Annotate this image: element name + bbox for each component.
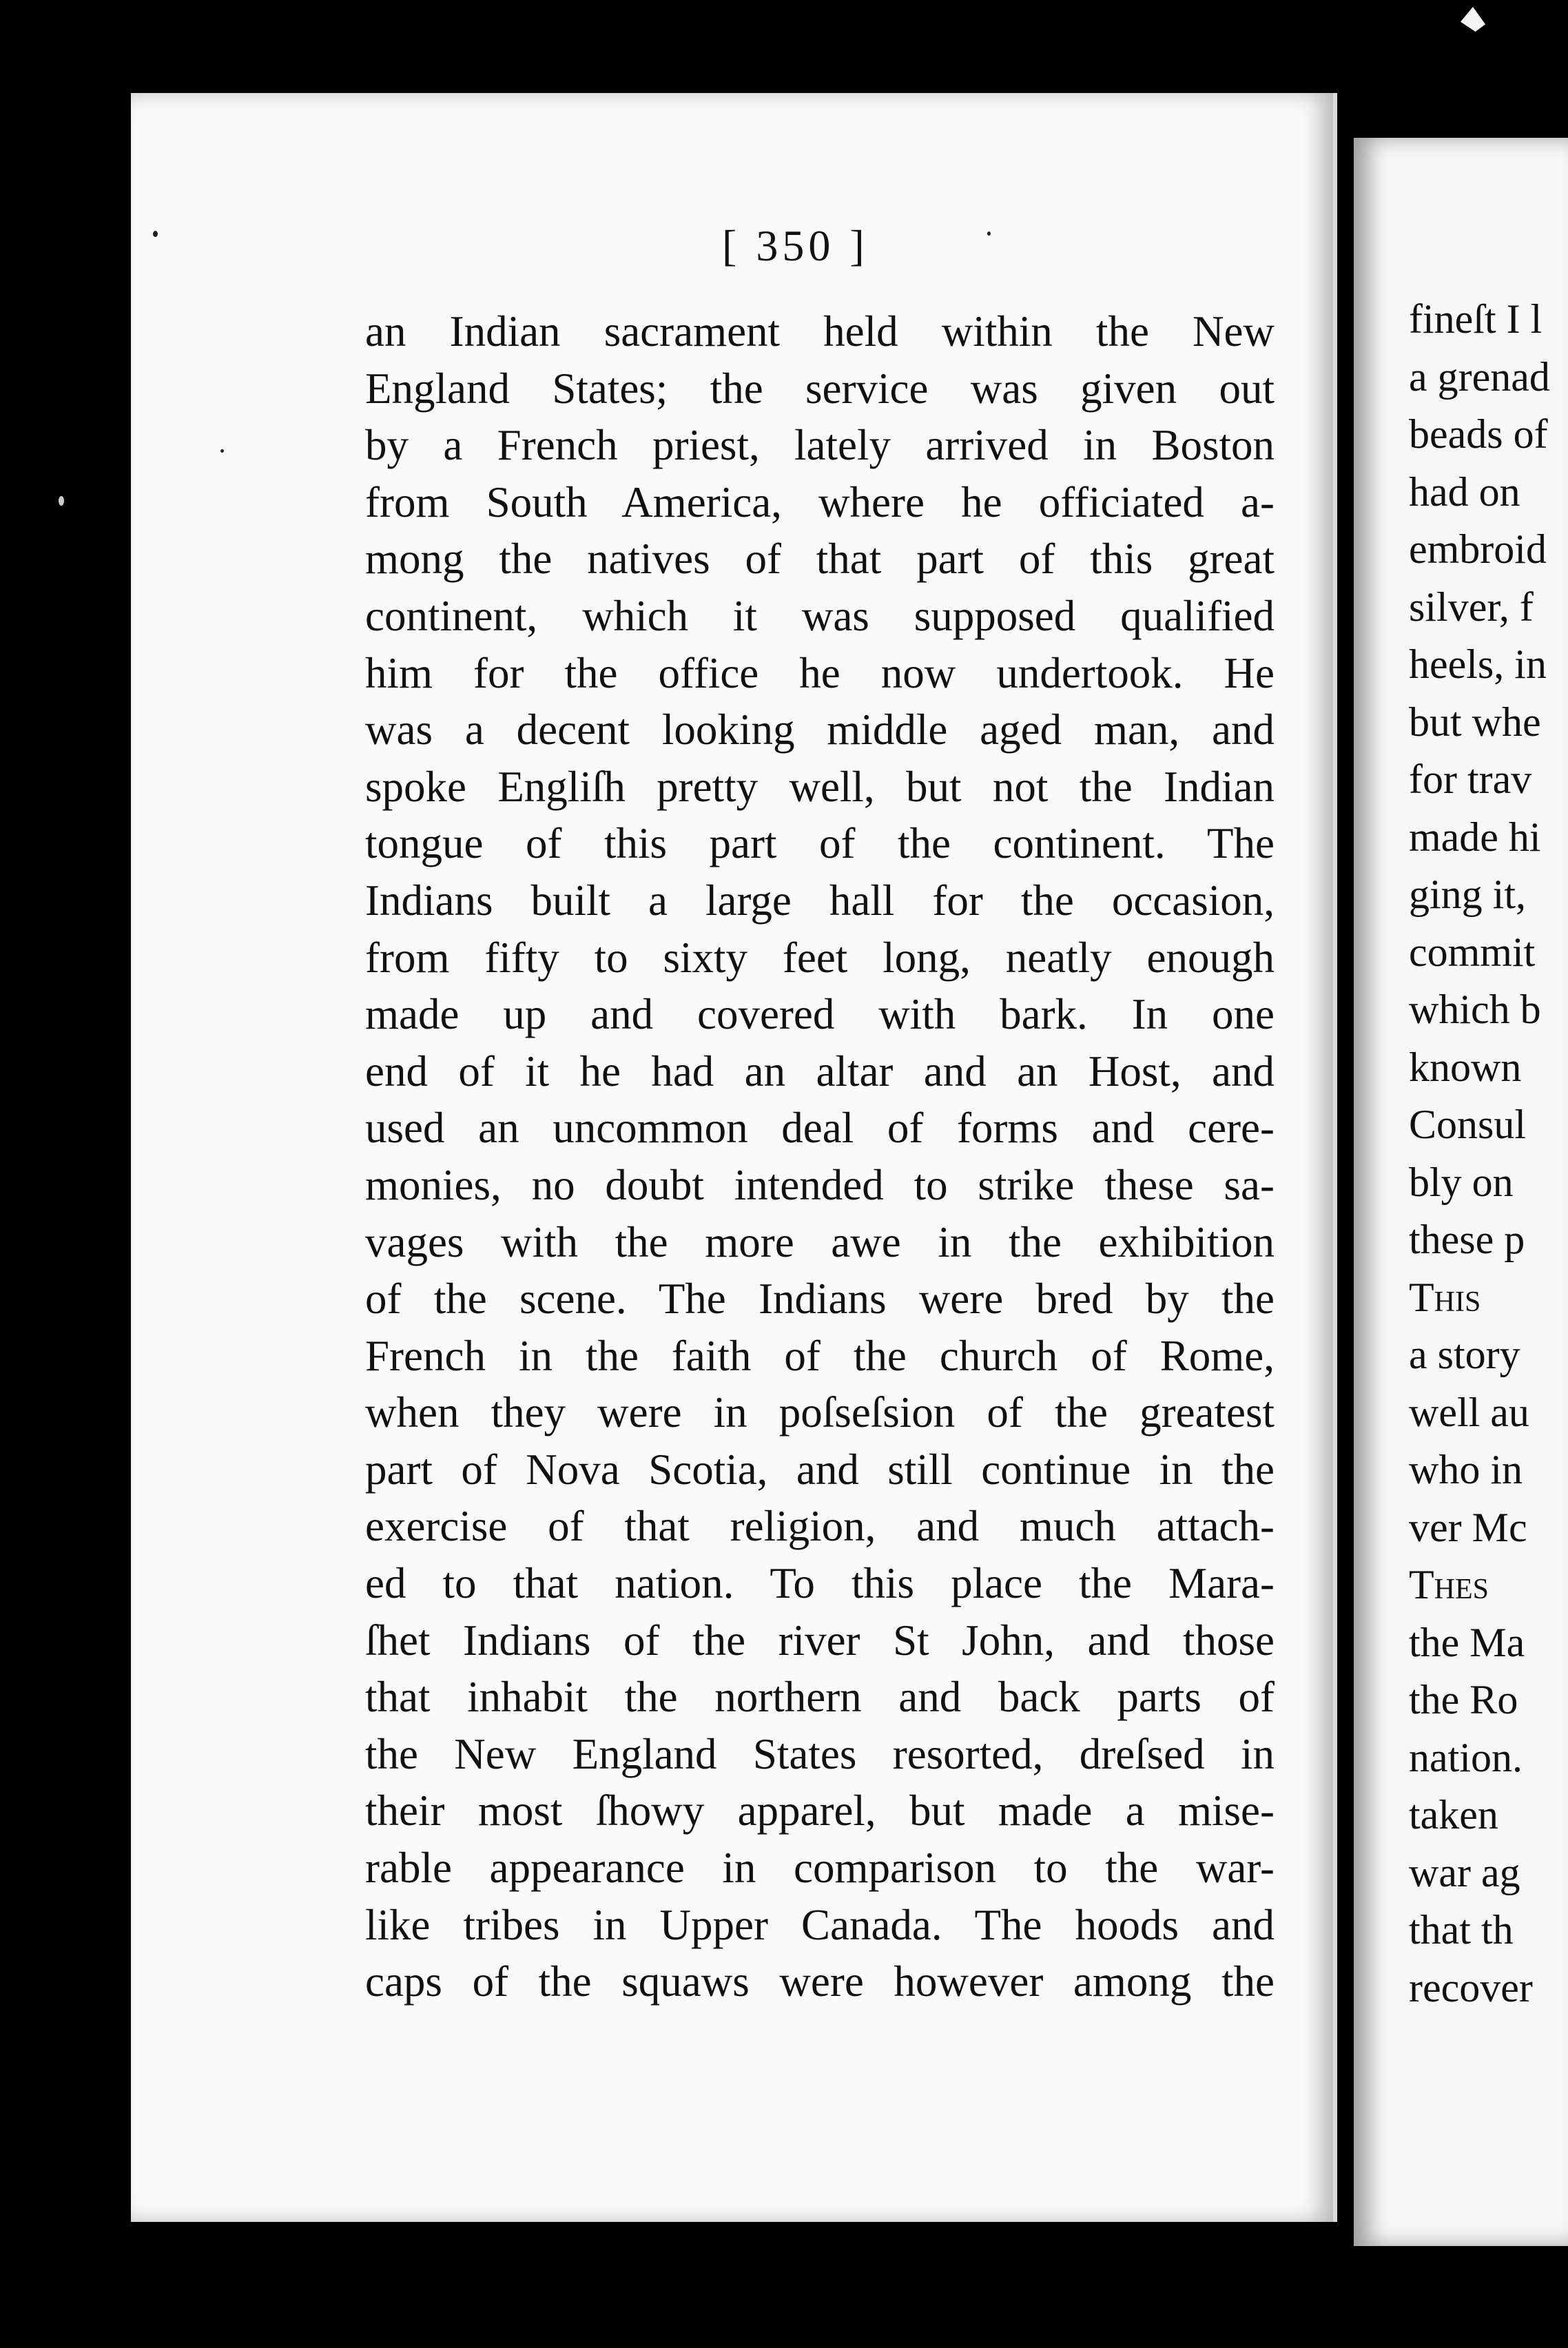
text-line: their most ſhowy apparel, but made a mise- — [365, 1786, 1275, 1835]
text-line: was a decent looking middle aged man, and — [365, 706, 1275, 754]
facing-text-line: beads of — [1409, 411, 1548, 457]
facing-text-line: these p — [1409, 1217, 1525, 1262]
facing-text-line: silver, f — [1409, 584, 1534, 630]
text-line: rable appearance in comparison to the war- — [365, 1844, 1275, 1893]
ink-speck — [153, 231, 158, 237]
facing-text-line: but whe — [1409, 699, 1541, 745]
text-line: made up and covered with bark. In one — [365, 990, 1275, 1039]
facing-text-line: a story — [1409, 1332, 1520, 1377]
facing-text-line: had on — [1409, 468, 1520, 515]
facing-text-line: well au — [1409, 1389, 1529, 1435]
text-line: part of Nova Scotia, and still continue in the — [365, 1445, 1275, 1494]
text-line: England States; the service was given out — [365, 364, 1275, 413]
scan-corner-mark — [1461, 7, 1485, 32]
text-line: of the scene. The Indians were bred by the — [365, 1275, 1275, 1324]
text-line: that inhabit the northern and back parts of — [365, 1673, 1275, 1722]
facing-text-line: recover — [1409, 1964, 1533, 2010]
facing-text-line: which b — [1409, 987, 1541, 1032]
text-line: spoke Engliſh pretty well, but not the Indian — [365, 762, 1275, 811]
facing-text-line: who in — [1409, 1447, 1523, 1492]
text-line: continent, which it was supposed qualified — [365, 591, 1275, 640]
text-line: from fifty to sixty feet long, neatly enough — [365, 933, 1275, 982]
facing-text-line: the Ma — [1409, 1619, 1525, 1665]
text-line: Indians built a large hall for the occasion, — [365, 876, 1275, 925]
facing-text-line: heels, in — [1409, 641, 1547, 687]
text-line: by a French priest, lately arrived in Boston — [365, 421, 1275, 470]
facing-text-line: commit — [1409, 929, 1536, 975]
facing-text-line: Consul — [1409, 1102, 1527, 1147]
ink-speck — [220, 449, 224, 453]
facing-text-line: fineſt I l — [1409, 296, 1543, 342]
facing-text-line: that th — [1409, 1907, 1514, 1953]
text-line: from South America, where he officiated a- — [365, 477, 1275, 526]
facing-text-line: Thes — [1409, 1562, 1489, 1607]
facing-text-line: a grenad — [1409, 353, 1550, 400]
facing-text-line: the Ro — [1409, 1677, 1518, 1722]
text-line: mong the natives of that part of this great — [365, 535, 1275, 584]
ink-speck — [987, 231, 991, 236]
text-line: when they were in poſseſsion of the greatest — [365, 1388, 1275, 1437]
text-line: the New England States resorted, dreſsed in — [365, 1729, 1275, 1778]
facing-page-text — [1409, 291, 1568, 2017]
text-line: used an uncommon deal of forms and cere- — [365, 1104, 1275, 1153]
text-line: like tribes in Upper Canada. The hoods and — [365, 1900, 1275, 1949]
page-number-header: [ 350 ] — [722, 221, 869, 270]
facing-text-line: nation. — [1409, 1734, 1523, 1780]
text-line: vages with the more awe in the exhibition — [365, 1217, 1275, 1266]
text-line: him for the office he now undertook. He — [365, 648, 1275, 697]
ink-speck — [59, 496, 64, 506]
facing-text-line: ver Mc — [1409, 1504, 1527, 1550]
text-line: French in the faith of the church of Rome, — [365, 1331, 1275, 1380]
text-line: ſhet Indians of the river St John, and those — [365, 1616, 1275, 1665]
text-line: caps of the squaws were however among the — [365, 1957, 1275, 2006]
facing-text-line: bly on — [1409, 1159, 1514, 1205]
page-body-text — [365, 303, 1275, 2010]
text-line: ed to that nation. To this place the Mara- — [365, 1559, 1275, 1608]
text-line: tongue of this part of the continent. The — [365, 819, 1275, 868]
facing-text-line: known — [1409, 1044, 1522, 1090]
facing-text-line: embroid — [1409, 526, 1547, 572]
text-line: an Indian sacrament held within the New — [365, 307, 1275, 356]
text-line: monies, no doubt intended to strike these sa- — [365, 1160, 1275, 1209]
facing-text-line: made hi — [1409, 814, 1541, 860]
facing-text-line: war ag — [1409, 1849, 1520, 1895]
text-line: end of it he had an altar and an Host, and — [365, 1047, 1275, 1095]
facing-text-line: for trav — [1409, 756, 1532, 802]
facing-text-line: This — [1409, 1274, 1481, 1320]
facing-text-line: taken — [1409, 1792, 1498, 1837]
facing-text-line: ging it, — [1409, 872, 1527, 917]
text-line: exercise of that religion, and much attach- — [365, 1502, 1275, 1551]
